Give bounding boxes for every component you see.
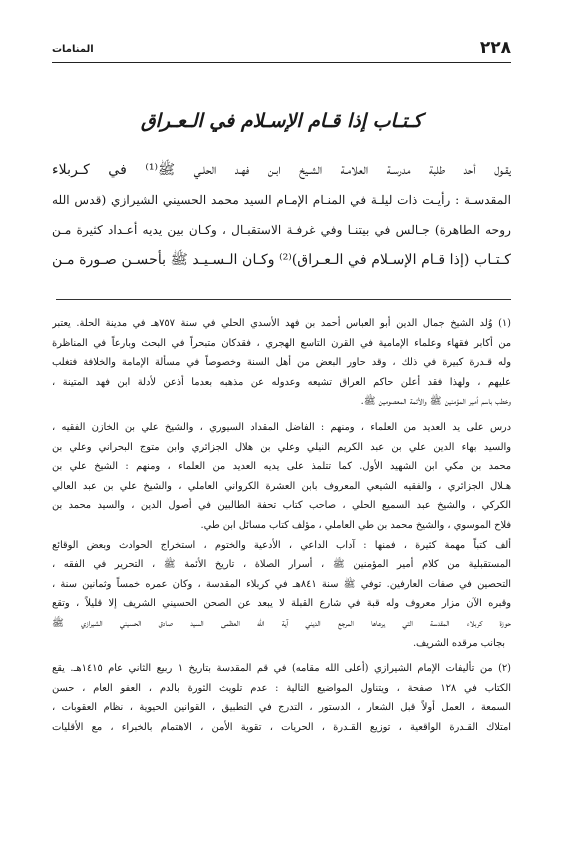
running-title: المنامات [52, 44, 94, 55]
page-number: ٢٢٨ [479, 38, 511, 58]
footnote-line: من أكابر فقهاء وعلماء الإمامية في القرن التاسع الهجري ، فقدكان متبحراً في البحث وبارعاً في المناظرة [52, 337, 511, 349]
body-line: المقدسـة : رأيـت ذات ليلـة في المنـام الإمـام السيد محمد الحسيني الشيرازي (قدس الله [52, 193, 511, 207]
footnote-line: حوزة كربلاء المقدسة التي يرعاها المرجع الديني آية الله العظمى السيد صادق الحسيني الشيرازي ﷺ [52, 617, 511, 629]
footnote-line: (١) وُلد الشيخ جمال الدين أبو العباس أحمد بن فهد الأسدي الحلي في سنة ٧٥٧هـ في مدينة الحلة. يعتبر [52, 318, 511, 329]
footnote-line: (٢) من تأليفات الإمام الشيرازي (أعلى الله مقامه) في قم المقدسة بتاريخ ١ ربيع الثاني عام ١٤١٥هـ. يقع [52, 663, 511, 675]
footnote-line: التحصين في صفات العارفين. توفي ﷺ سنة ٨٤١هـ في كربلاء المقدسة ، وكان عمره خمساً وثمانين سنة ، [52, 578, 511, 590]
body-paragraph [52, 155, 511, 275]
footnote-line: المستقبلية من كلام أمير المؤمنين ﷺ ، أسرار الصلاة ، تاريخ الأئمة ﷺ ، التحرير في الفقه ، [52, 559, 511, 571]
footnote-line: وله قـدرة كبيرة في ذلك ، وقد حاور البعض من أهل السنة وخصوصاً في مسألة الإمامة والخلافة فتغلب [52, 357, 511, 369]
body-line: كـتـاب (إذا قـام الإسـلام في الـعـراق)⁽²⁾ وكـان الـسـيـد ﷺ بأحسـن صـورة مـن [52, 252, 511, 268]
footnote-line: والسيد بهاء الدين علي بن عبد الكريم النيلي وعلي بن هلال الجزائري وابن متوج البحراني وعلي بن [52, 441, 511, 453]
footnote-line: بجانب مرقده الشريف. [412, 637, 505, 649]
footnote-line: امتلاك القـدرة الواقعية ، توزيع القـدرة ، الحريات ، تقوية الأمن ، الاهتمام بالخبراء ، مع الأقليات [52, 721, 511, 733]
footnote-line: السمعة ، العمل أولاً قبل الشعار ، الدستور ، التدرج في التطبيق ، القوانين الحيوية ، نظام العقوبات ، [52, 702, 511, 714]
footnote-line: وخطب باسم أمير المؤمنين ﷺ والأئمة المعصومين ﷺ. [360, 396, 511, 408]
footnote-line: ألف كتباً مهمة كثيرة ، فمنها : آداب الداعي ، الأدعية والختوم ، استخراج الحوادث وبعض الوقائع [52, 539, 511, 551]
footnote-line: الكتاب في ١٢٨ صفحة ، ويتناول المواضيع التالية : عدم تلويث الثورة بالدم ، العفو العام ، حسن [52, 682, 511, 694]
body-line: يقـول أحد طلبة مدرسـة العلامـة الشـيخ ابـن فهـد الحلـي ﷺ⁽¹⁾ في كـربلاء [52, 162, 511, 178]
footnote-line: عليهم ، ولهذا فقد أعلن حاكم العراق تشيعه وعدوله عن مذهبه بعدما أذعن لأدلة ابن فهد المتينة ، [52, 376, 511, 388]
footnote-line: وقبره الآن مزار معروف وله قبة في شارع القبلة لا يبعد عن الصحن الحسيني الشريف إلا قليلاً ، وتقع [52, 598, 511, 610]
page-header [52, 38, 511, 62]
footnote-line: الكركي ، والشيخ عبد السميع الحلي ، صاحب كتاب تحفة الطالبين في أصول الدين ، والسيد محمد بن [52, 500, 511, 512]
header-divider [52, 62, 511, 63]
footnote-divider [56, 299, 511, 300]
body-line: روحه الطاهرة) جـالس في بيتنـا وفي غرفـة الاستقبـال ، وكـان بين يديه أعـداد كثيرة مـن [52, 223, 511, 237]
footnote-line: محمد بن مكي ابن الشهيد الأول. كما تتلمذ على يديه العديد من العلماء ، ومنهم : الشيخ علي بن [52, 461, 511, 473]
footnote-line: هـلال الجزائري ، والفقيه الشيعي المعروف بابن العشرة الكرواني العاملي ، والشيخ علي بن عبد العالي [52, 480, 511, 492]
footnote-line: درس على يد العديد من العلماء ، ومنهم : الفاضل المقداد السيوري ، والشيخ علي بن الخازن الفقيه ، [52, 421, 511, 433]
chapter-title: كـتـاب إذا قـام الإسـلام في الـعـراق [140, 110, 423, 132]
footnotes [52, 314, 511, 737]
footnote-line: فلاح الموسوي ، والشيخ محمد بن طي العاملي ، مؤلف كتاب مسائل ابن طي. [200, 519, 511, 531]
